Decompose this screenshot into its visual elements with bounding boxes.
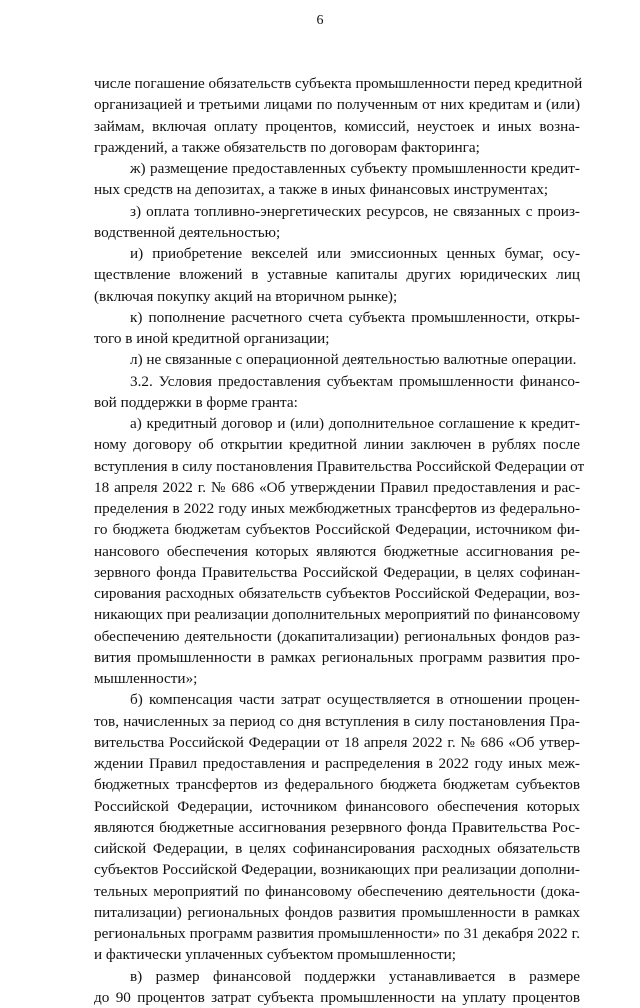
text-line: пределения в 2022 году иных межбюджетных трансфертов из федерально- xyxy=(94,498,580,519)
paragraph xyxy=(94,201,580,244)
text-line: вступления в силу постановления Правительства Российской Федерации от xyxy=(94,456,580,477)
text-line: ному договору об открытии кредитной линии заключен в рублях после xyxy=(94,434,580,455)
text-line: ществление вложений в уставные капиталы других юридических лиц xyxy=(94,264,580,285)
text-line: нансового обеспечения которых являются бюджетные ассигнования ре- xyxy=(94,541,580,562)
paragraph xyxy=(94,307,580,350)
text-line: ждении Правил предоставления и распределения в 2022 году иных меж- xyxy=(94,753,580,774)
paragraph xyxy=(94,349,580,370)
paragraph xyxy=(94,243,580,307)
text-line: ж) размещение предоставленных субъекту промышленности кредит- xyxy=(94,158,580,179)
text-line: ных средств на депозитах, а также в иных финансовых инструментах; xyxy=(94,179,580,200)
text-line: и) приобретение векселей или эмиссионных ценных бумаг, осу- xyxy=(94,243,580,264)
text-line: организацией и третьими лицами по полученным от них кредитам и (или) xyxy=(94,94,580,115)
text-line: го бюджета бюджетам субъектов Российской Федерации, источником фи- xyxy=(94,519,580,540)
text-line: региональных программ развития промышленности» по 31 декабря 2022 г. xyxy=(94,923,580,944)
text-line: граждений, а также обязательств по договорам факторинга; xyxy=(94,137,580,158)
text-line: вития промышленности в рамках региональных программ развития про- xyxy=(94,647,580,668)
text-line: сийской Федерации, в целях софинансирования расходных обязательств xyxy=(94,838,580,859)
text-line: тов, начисленных за период со дня вступления в силу постановления Пра- xyxy=(94,711,580,732)
paragraph xyxy=(94,689,580,965)
text-line: вой поддержки в форме гранта: xyxy=(94,392,580,413)
paragraph xyxy=(94,73,580,158)
text-line: питализации) региональных фондов развития промышленности в рамках xyxy=(94,902,580,923)
text-line: Российской Федерации, источником финансового обеспечения которых xyxy=(94,796,580,817)
text-line: субъектов Российской Федерации, возникающих при реализации дополни- xyxy=(94,859,580,880)
text-line: обеспечению деятельности (докапитализации) региональных фондов раз- xyxy=(94,626,580,647)
page-number: 6 xyxy=(0,13,640,29)
text-line: того в иной кредитной организации; xyxy=(94,328,580,349)
paragraph xyxy=(94,158,580,201)
text-line: 18 апреля 2022 г. № 686 «Об утверждении Правил предоставления и рас- xyxy=(94,477,580,498)
text-line: сирования расходных обязательств субъектов Российской Федерации, воз- xyxy=(94,583,580,604)
text-line: к) пополнение расчетного счета субъекта промышленности, откры- xyxy=(94,307,580,328)
paragraph xyxy=(94,966,580,1008)
text-line: л) не связанные с операционной деятельностью валютные операции. xyxy=(94,349,580,370)
paragraph xyxy=(94,371,580,414)
text-line: займам, включая оплату процентов, комиссий, неустоек и иных возна- xyxy=(94,116,580,137)
text-line: числе погашение обязательств субъекта промышленности перед кредитной xyxy=(94,73,580,94)
document-body xyxy=(94,73,580,1008)
text-line: з) оплата топливно-энергетических ресурсов, не связанных с произ- xyxy=(94,201,580,222)
text-line: и фактически уплаченных субъектом промышленности; xyxy=(94,944,580,965)
paragraph xyxy=(94,413,580,689)
text-line: мышленности»; xyxy=(94,668,580,689)
text-line: зервного фонда Правительства Российской Федерации, в целях софинан- xyxy=(94,562,580,583)
text-line: в) размер финансовой поддержки устанавливается в размере xyxy=(94,966,580,987)
text-line: б) компенсация части затрат осуществляется в отношении процен- xyxy=(94,689,580,710)
text-line: тельных мероприятий по финансовому обеспечению деятельности (дока- xyxy=(94,881,580,902)
text-line: являются бюджетные ассигнования резервного фонда Правительства Рос- xyxy=(94,817,580,838)
text-line: (включая покупку акций на вторичном рынке); xyxy=(94,286,580,307)
text-line: 3.2. Условия предоставления субъектам промышленности финансо- xyxy=(94,371,580,392)
text-line: никающих при реализации дополнительных мероприятий по финансовому xyxy=(94,604,580,625)
text-line: до 90 процентов затрат субъекта промышленности на уплату процентов xyxy=(94,987,580,1008)
text-line: а) кредитный договор и (или) дополнительное соглашение к кредит- xyxy=(94,413,580,434)
text-line: бюджетных трансфертов из федерального бюджета бюджетам субъектов xyxy=(94,774,580,795)
text-line: вительства Российской Федерации от 18 апреля 2022 г. № 686 «Об утвер- xyxy=(94,732,580,753)
text-line: водственной деятельностью; xyxy=(94,222,580,243)
